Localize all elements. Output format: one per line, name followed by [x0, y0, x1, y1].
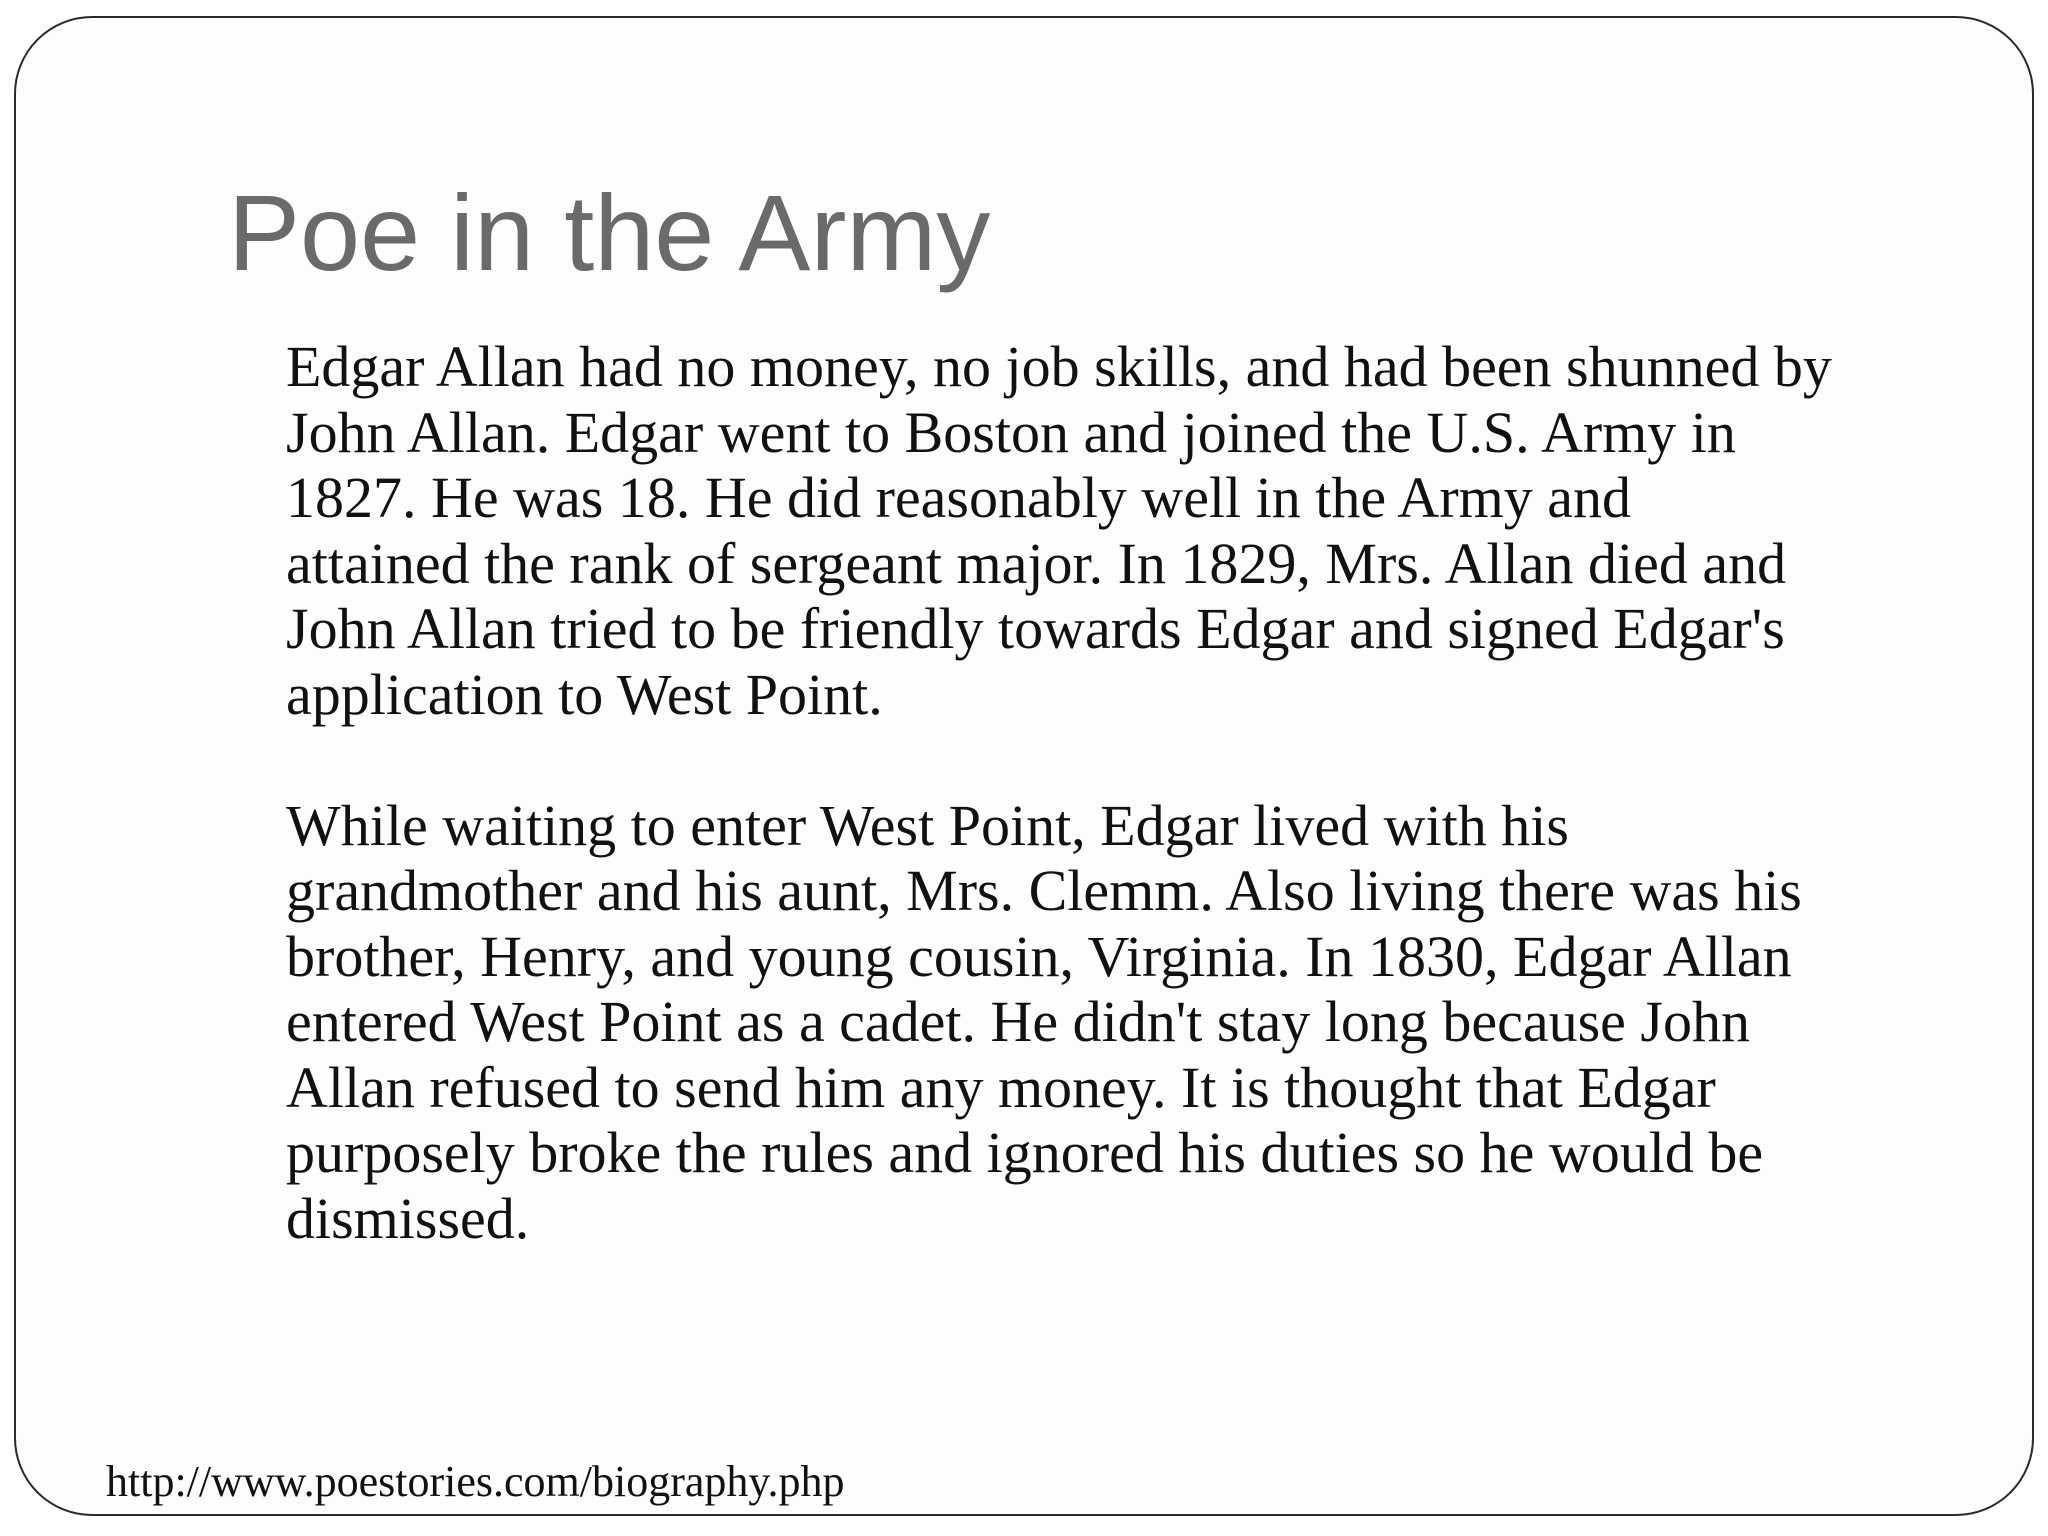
text-line: John Allan. Edgar went to Boston and joined the U.S. Army in: [286, 399, 1736, 465]
slide-title: Poe in the Army: [228, 172, 991, 293]
text-line: While waiting to enter West Point, Edgar lived with his: [286, 792, 1569, 858]
text-line: brother, Henry, and young cousin, Virginia. In 1830, Edgar Allan: [286, 923, 1792, 989]
text-line: entered West Point as a cadet. He didn't stay long because John: [286, 989, 1750, 1054]
paragraph-west-point: [286, 793, 1976, 1252]
slide-body: [286, 334, 1976, 1251]
paragraph-army-enlistment: [286, 334, 1976, 727]
text-line: application to West Point.: [286, 661, 883, 727]
text-line: purposely broke the rules and ignored his duties so he would be: [286, 1120, 1764, 1185]
text-line: Allan refused to send him any money. It is thought that Edgar: [286, 1054, 1716, 1120]
text-line: John Allan tried to be friendly towards Edgar and signed Edgar's: [286, 596, 1785, 661]
text-line: dismissed.: [286, 1185, 530, 1251]
text-line: attained the rank of sergeant major. In 1829, Mrs. Allan died and: [286, 530, 1787, 596]
text-line: Edgar Allan had no money, no job skills, and had been shunned by: [286, 334, 1832, 399]
text-line: 1827. He was 18. He did reasonably well in the Army and: [286, 465, 1631, 530]
source-url: http://www.poestories.com/biography.php: [106, 1457, 845, 1506]
text-line: grandmother and his aunt, Mrs. Clemm. Also living there was his: [286, 858, 1802, 923]
